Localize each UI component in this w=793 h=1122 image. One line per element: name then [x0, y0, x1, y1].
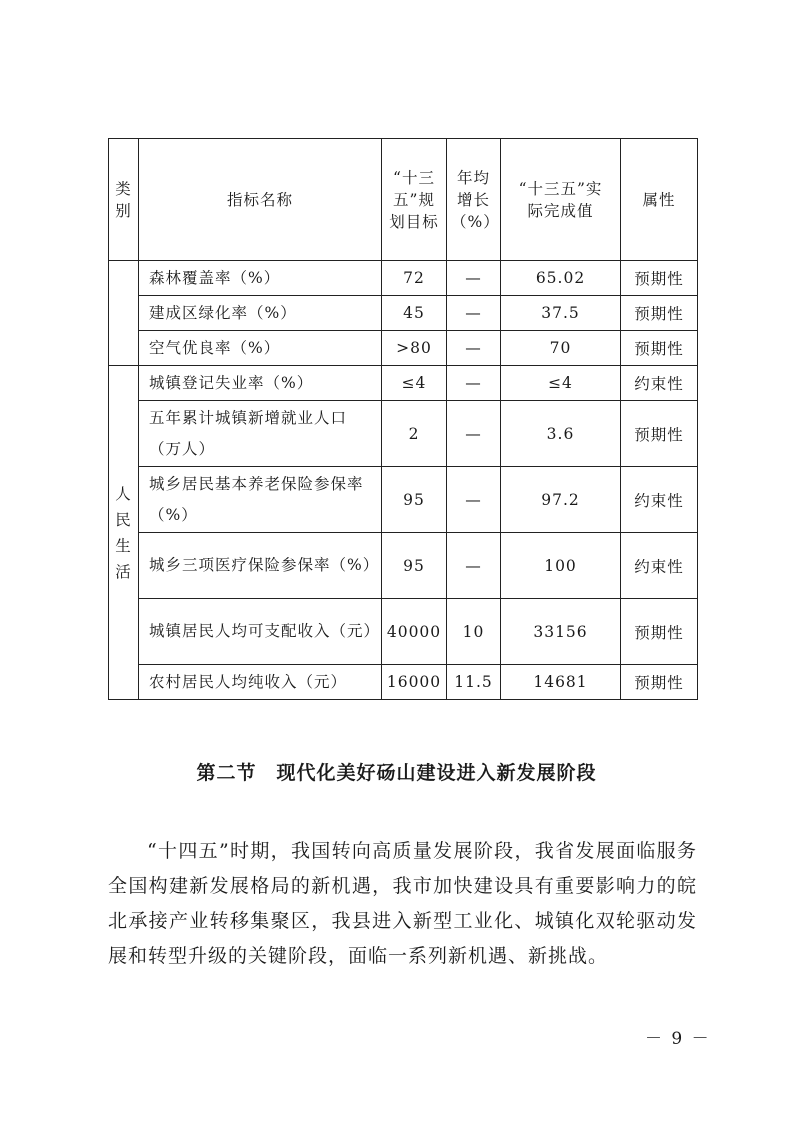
- table-row: [109, 467, 698, 533]
- target-value: 40000: [382, 599, 447, 665]
- growth-value: 11.5: [447, 665, 501, 700]
- header-category: 类别: [109, 139, 139, 261]
- table-row: [109, 533, 698, 599]
- actual-value: 100: [501, 533, 621, 599]
- table-row: [109, 261, 698, 296]
- target-value: 72: [382, 261, 447, 296]
- category-cell-empty: [109, 261, 139, 366]
- section-title: 第二节 现代化美好砀山建设进入新发展阶段: [196, 762, 597, 784]
- indicator-name: 农村居民人均纯收入（元）: [139, 665, 382, 700]
- growth-value: —: [447, 533, 501, 599]
- actual-value: ≤4: [501, 366, 621, 401]
- growth-value: —: [447, 366, 501, 401]
- attribute-value: 预期性: [621, 296, 698, 331]
- target-value: 45: [382, 296, 447, 331]
- actual-value: 97.2: [501, 467, 621, 533]
- growth-value: —: [447, 296, 501, 331]
- attribute-value: 预期性: [621, 331, 698, 366]
- indicator-name: 森林覆盖率（%）: [139, 261, 382, 296]
- target-value: 95: [382, 533, 447, 599]
- table-row: [109, 599, 698, 665]
- attribute-value: 预期性: [621, 599, 698, 665]
- table-row: [109, 331, 698, 366]
- body-paragraph: “十四五”时期，我国转向高质量发展阶段，我省发展面临服务全国构建新发展格局的新机遇，我市加快建设具有重要影响力的皖北承接产业转移集聚区，我县进入新型工业化、城镇化双轮驱动发展和转型升级的关键阶段，面临一系列新机遇、新挑战。: [108, 840, 697, 967]
- page-number: － 9 －: [645, 1029, 711, 1049]
- indicator-name: 建成区绿化率（%）: [139, 296, 382, 331]
- target-value: 16000: [382, 665, 447, 700]
- attribute-value: 约束性: [621, 533, 698, 599]
- category-label: 人民生活: [109, 366, 139, 700]
- indicator-name: 城镇登记失业率（%）: [139, 366, 382, 401]
- actual-value: 14681: [501, 665, 621, 700]
- actual-value: 3.6: [501, 401, 621, 467]
- indicator-table: [108, 138, 698, 700]
- table-row: [109, 665, 698, 700]
- header-name: 指标名称: [139, 139, 382, 261]
- actual-value: 70: [501, 331, 621, 366]
- growth-value: —: [447, 401, 501, 467]
- table-header-row: [109, 139, 698, 261]
- target-value: 95: [382, 467, 447, 533]
- indicator-name: 五年累计城镇新增就业人口（万人）: [139, 401, 382, 467]
- table-row: [109, 296, 698, 331]
- header-growth: 年均增长（%）: [447, 139, 501, 261]
- indicator-name: 城镇居民人均可支配收入（元）: [139, 599, 382, 665]
- growth-value: —: [447, 261, 501, 296]
- attribute-value: 约束性: [621, 467, 698, 533]
- attribute-value: 预期性: [621, 665, 698, 700]
- header-attribute: 属性: [621, 139, 698, 261]
- actual-value: 33156: [501, 599, 621, 665]
- header-target: “十三五”规划目标: [382, 139, 447, 261]
- indicator-name: 城乡居民基本养老保险参保率（%）: [139, 467, 382, 533]
- indicator-name: 城乡三项医疗保险参保率（%）: [139, 533, 382, 599]
- attribute-value: 预期性: [621, 401, 698, 467]
- attribute-value: 约束性: [621, 366, 698, 401]
- table-row: [109, 401, 698, 467]
- target-value: 2: [382, 401, 447, 467]
- actual-value: 65.02: [501, 261, 621, 296]
- growth-value: 10: [447, 599, 501, 665]
- target-value: ≤4: [382, 366, 447, 401]
- growth-value: —: [447, 331, 501, 366]
- header-actual: “十三五”实际完成值: [501, 139, 621, 261]
- growth-value: —: [447, 467, 501, 533]
- attribute-value: 预期性: [621, 261, 698, 296]
- indicator-name: 空气优良率（%）: [139, 331, 382, 366]
- actual-value: 37.5: [501, 296, 621, 331]
- target-value: >80: [382, 331, 447, 366]
- table-row: [109, 366, 698, 401]
